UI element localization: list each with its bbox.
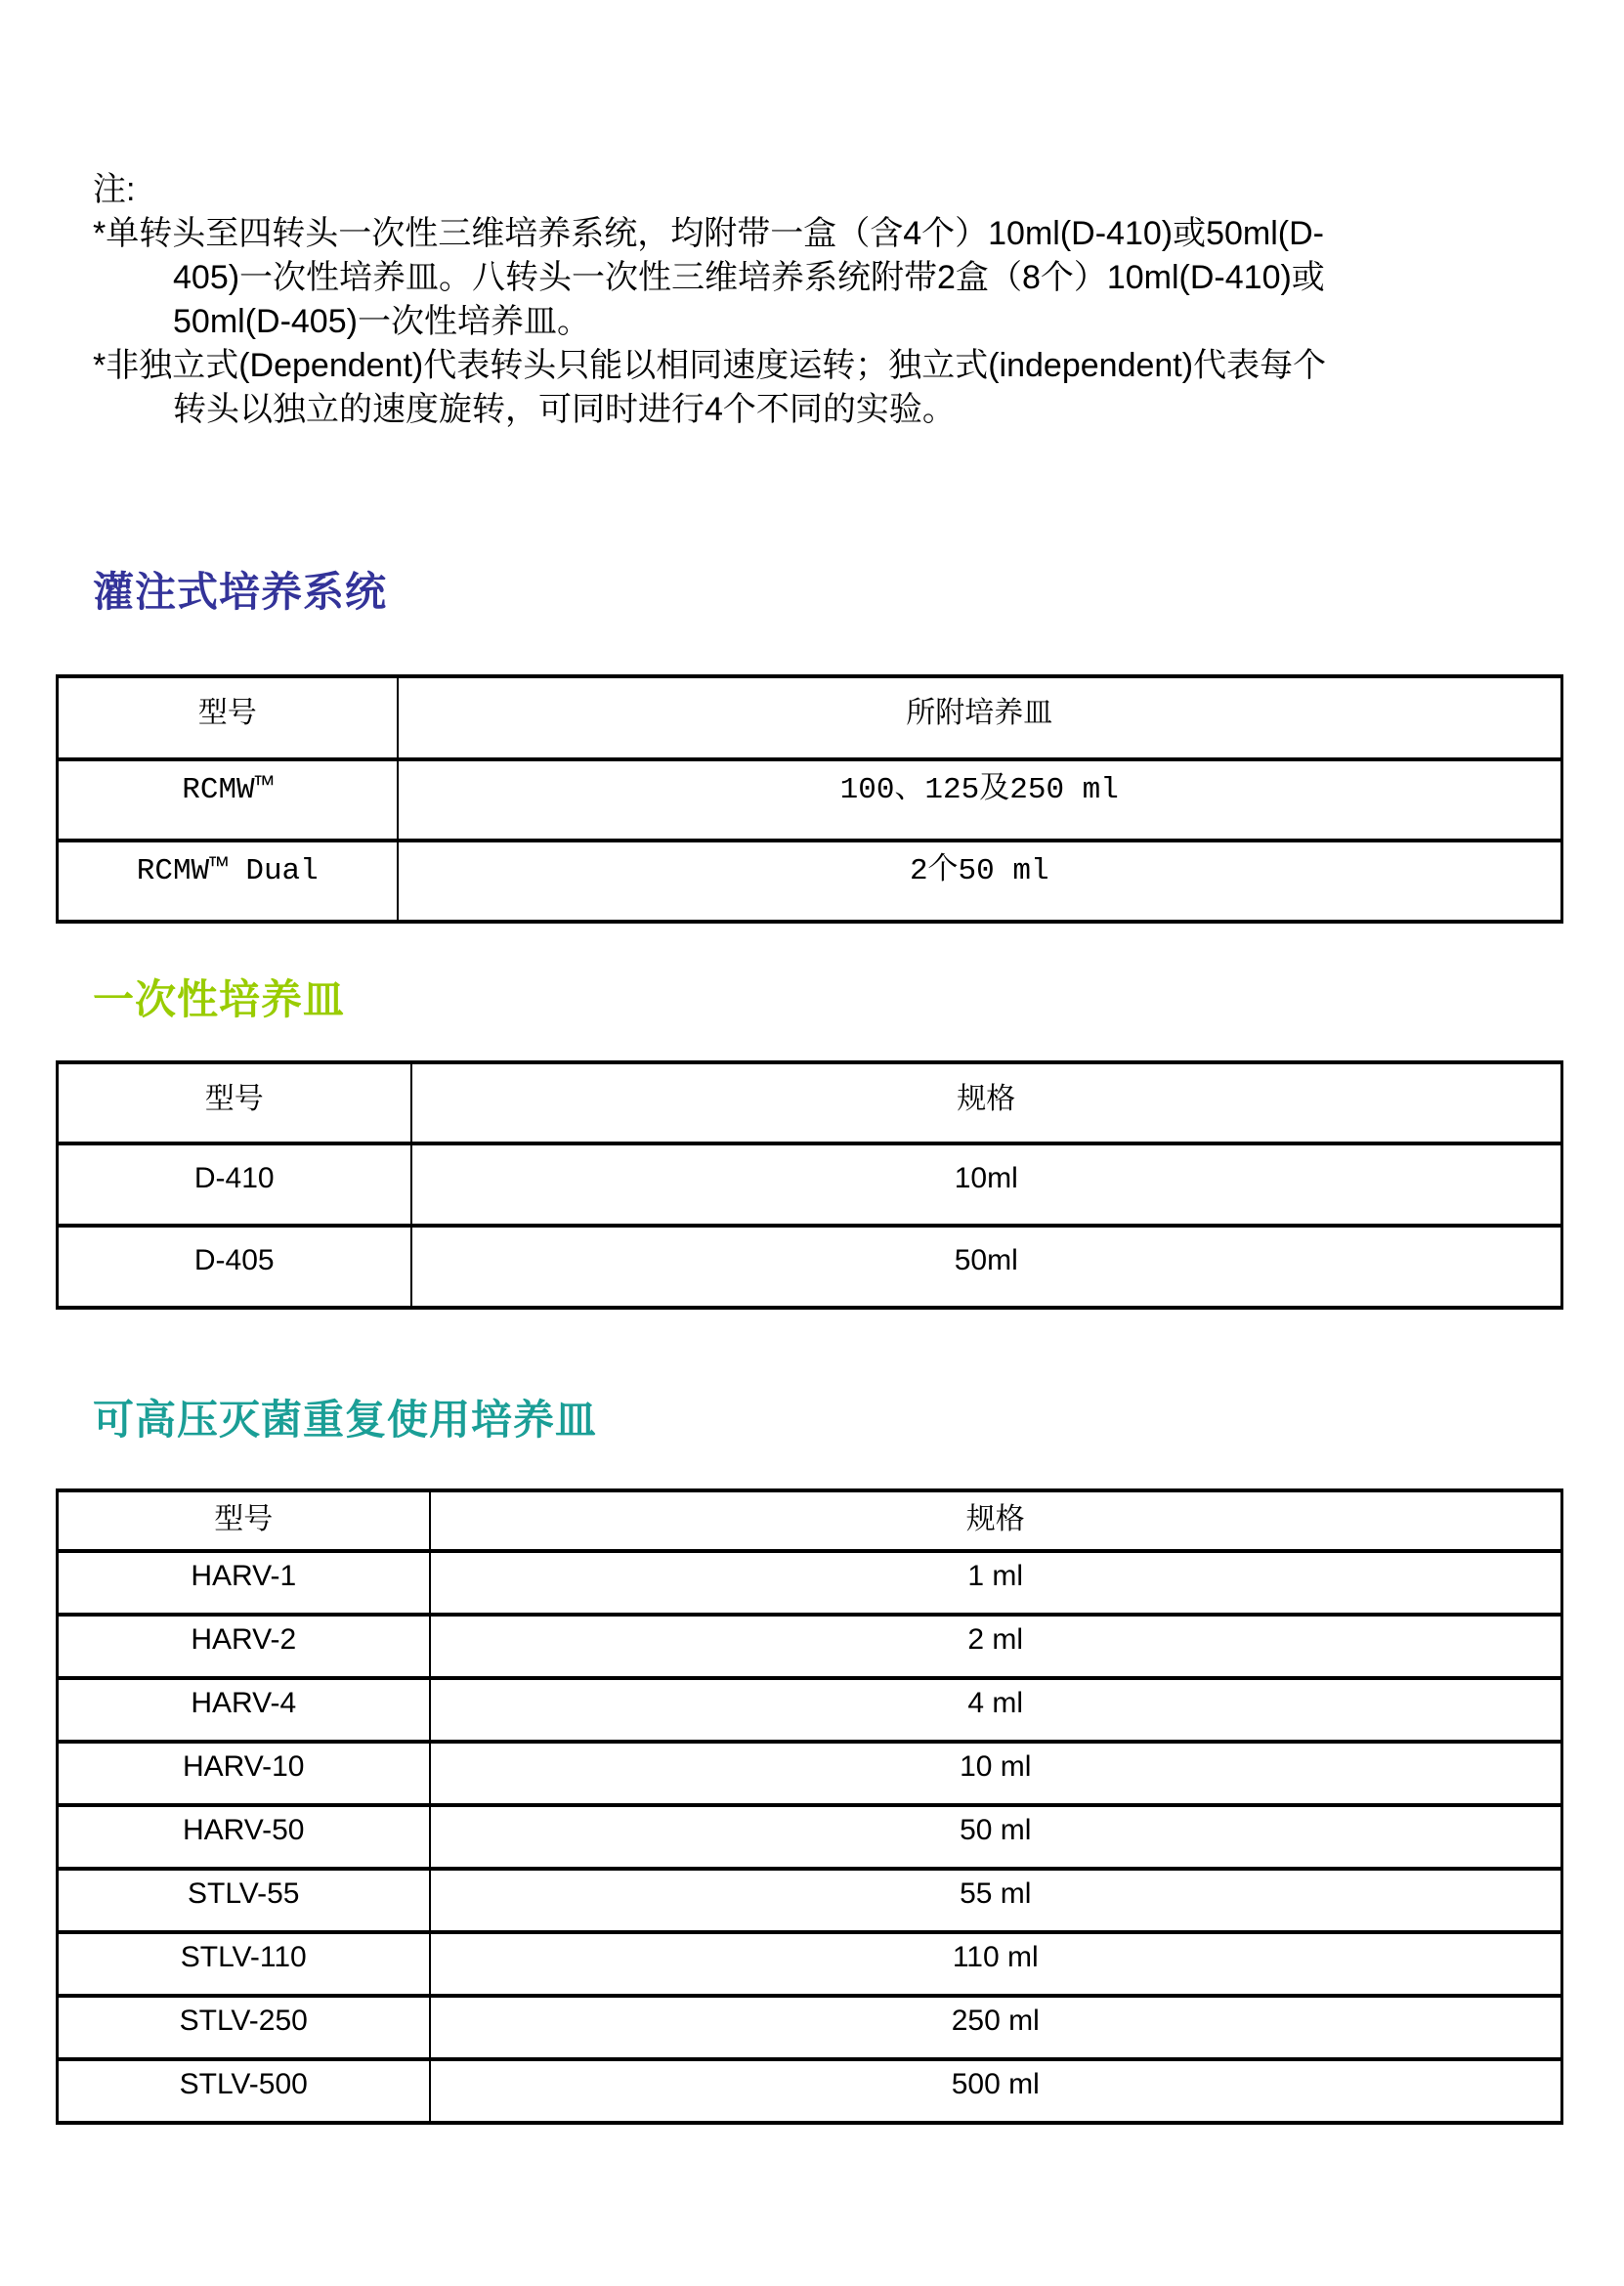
model-cell: STLV-500 — [58, 2059, 430, 2123]
note-line: *非独立式(Dependent)代表转头只能以相同速度运转；独立式(independent)代表每个 — [93, 347, 1327, 384]
model-cell: HARV-2 — [58, 1615, 430, 1678]
table-row — [58, 1805, 1562, 1869]
column-header: 型号 — [58, 1490, 430, 1551]
disposable-vessel-table — [56, 1060, 1563, 1310]
table-header-row — [58, 1062, 1562, 1143]
model-cell: HARV-10 — [58, 1742, 430, 1805]
model-cell: STLV-250 — [58, 1996, 430, 2059]
spec-cell: 250 ml — [430, 1996, 1562, 2059]
column-header: 规格 — [411, 1062, 1562, 1143]
spec-cell: 55 ml — [430, 1869, 1562, 1932]
table-row — [58, 1226, 1562, 1308]
spec-cell: 50 ml — [430, 1805, 1562, 1869]
table-row — [58, 1932, 1562, 1996]
spec-cell: 500 ml — [430, 2059, 1562, 2123]
spec-cell: 2 ml — [430, 1615, 1562, 1678]
table-row — [58, 1742, 1562, 1805]
model-cell: D-410 — [58, 1143, 411, 1226]
model-cell: STLV-55 — [58, 1869, 430, 1932]
table-row — [58, 2059, 1562, 2123]
spec-cell: 10 ml — [430, 1742, 1562, 1805]
perfusion-system-table — [56, 674, 1563, 924]
note-line: *单转头至四转头一次性三维培养系统，均附带一盒（含4个）10ml(D-410)或50ml(D- — [93, 215, 1324, 252]
model-cell: D-405 — [58, 1226, 411, 1308]
table-row — [58, 841, 1562, 922]
model-cell: RCMW™ — [58, 759, 398, 841]
model-cell: HARV-4 — [58, 1678, 430, 1742]
table-header-row — [58, 1062, 1562, 1143]
model-cell: STLV-110 — [58, 1932, 430, 1996]
table-header-row — [58, 676, 1562, 759]
column-header: 型号 — [58, 1062, 411, 1143]
spec-cell: 4 ml — [430, 1678, 1562, 1742]
table-row — [58, 759, 1562, 841]
table-row — [58, 1996, 1562, 2059]
column-header: 规格 — [430, 1490, 1562, 1551]
spec-cell: 2个50 ml — [398, 841, 1562, 922]
spec-cell: 50ml — [411, 1226, 1562, 1308]
autoclavable-vessel-table — [56, 1488, 1563, 2125]
table-row — [58, 1869, 1562, 1932]
table-row — [58, 1615, 1562, 1678]
note-line: 转头以独立的速度旋转，可同时进行4个不同的实验。 — [173, 391, 956, 428]
table-row — [58, 1678, 1562, 1742]
model-cell: RCMW™ Dual — [58, 841, 398, 922]
section-heading-disposable-vessels: 一次性培养皿 — [93, 978, 346, 1023]
note-line: 50ml(D-405)一次性培养皿。 — [173, 303, 590, 340]
model-cell: HARV-50 — [58, 1805, 430, 1869]
section-heading-autoclavable-vessels: 可高压灭菌重复使用培养皿 — [93, 1399, 598, 1444]
note-line: 405)一次性培养皿。八转头一次性三维培养系统附带2盒（8个）10ml(D-410)或 — [173, 259, 1325, 296]
section-heading-perfusion-culture-system: 灌注式培养系统 — [93, 571, 388, 616]
table-row — [58, 1143, 1562, 1226]
model-cell: HARV-1 — [58, 1551, 430, 1615]
column-header: 型号 — [58, 676, 398, 759]
table-header-row — [58, 676, 1562, 759]
spec-cell: 100、125及250 ml — [398, 759, 1562, 841]
column-header: 所附培养皿 — [398, 676, 1562, 759]
spec-cell: 1 ml — [430, 1551, 1562, 1615]
spec-cell: 10ml — [411, 1143, 1562, 1226]
table-header-row — [58, 1490, 1562, 1551]
table-row — [58, 1551, 1562, 1615]
note-line: 注: — [93, 171, 136, 208]
notes-block — [93, 168, 1539, 432]
table-header-row — [58, 1490, 1562, 1551]
spec-cell: 110 ml — [430, 1932, 1562, 1996]
